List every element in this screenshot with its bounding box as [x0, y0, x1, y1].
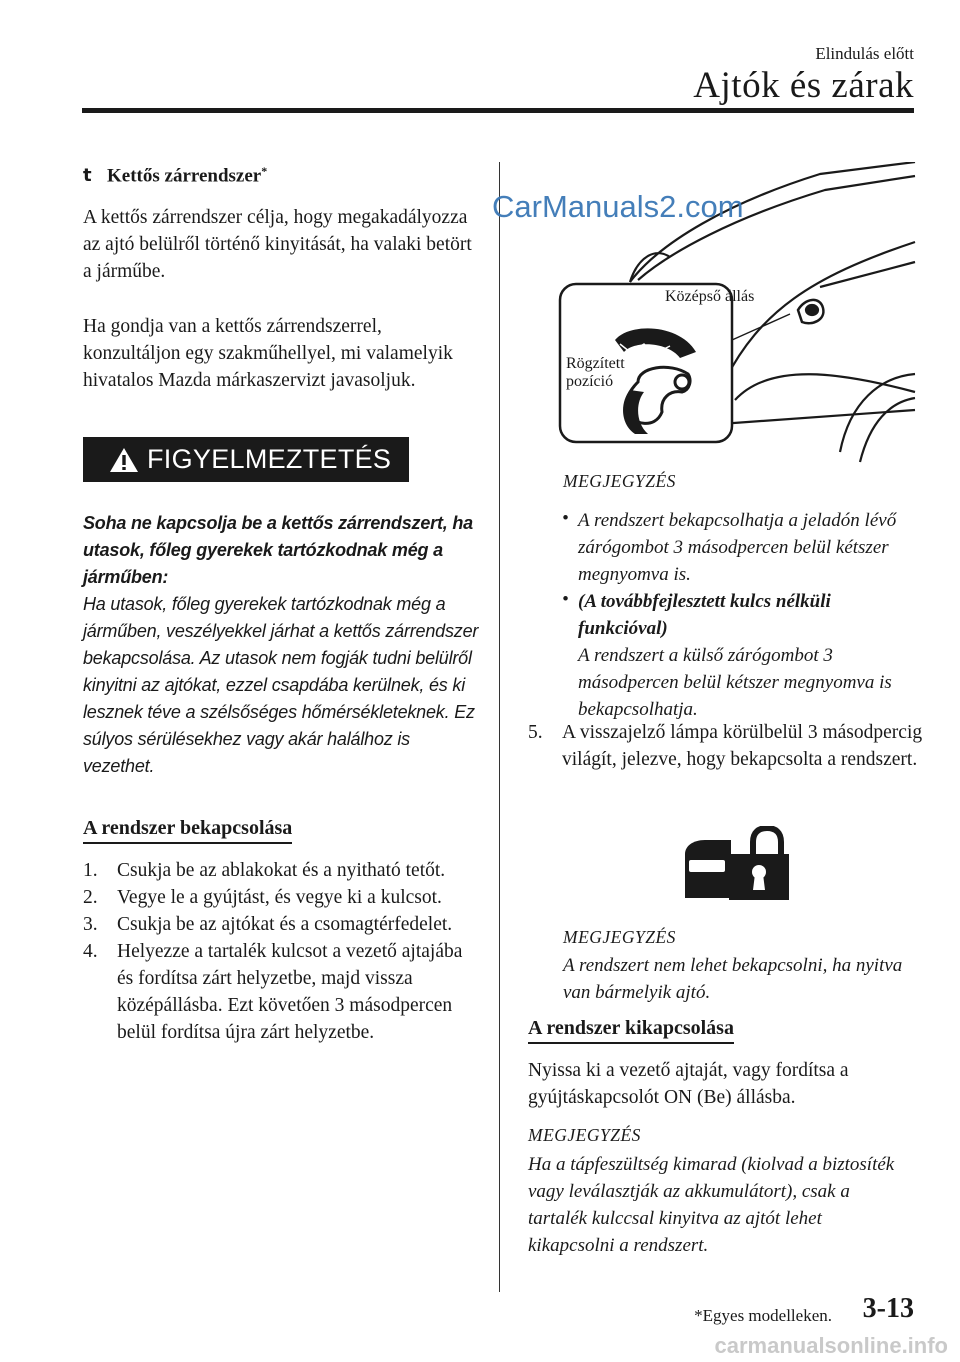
list-item: [83, 911, 479, 938]
page-number: 3-13: [862, 1293, 914, 1324]
step-number: 2.: [83, 887, 98, 908]
bullet-bold: (A továbbfejlesztett kulcs nélküli funkcióval): [578, 591, 831, 639]
warning-banner: [83, 437, 409, 482]
intro-paragraph-2: Ha gondja van a kettős zárrendszerrel, konzultáljon egy szakműhellyel, mi valamelyik hivatalos Mazda márkaszervizt javasoljuk.: [83, 316, 453, 391]
column-divider: [499, 162, 500, 1292]
footer-note: *Egyes modelleken.: [694, 1306, 832, 1325]
bullet-dot: •: [562, 589, 569, 610]
list-item: [560, 507, 918, 588]
section-heading: [83, 164, 479, 187]
step-number: 1.: [83, 860, 98, 881]
header-section: Elindulás előtt: [815, 44, 914, 63]
subheading-on-wrap: [83, 817, 479, 844]
header-rule: [82, 108, 914, 113]
watermark-bottom: carmanualsonline.info: [714, 1333, 948, 1358]
warning-label: FIGYELMEZTETÉS: [147, 444, 392, 474]
step-text: Helyezze a tartalék kulcsot a vezető ajtajába és fordítsa zárt helyzetbe, majd vissza középállásba. Ezt követően 3 másodpercen belül fordítsa újra zárt helyzetbe.: [117, 941, 463, 1043]
step-number: 5.: [528, 722, 543, 743]
list-item: [83, 884, 479, 911]
watermark-top: CarManuals2.com: [492, 189, 744, 224]
note-text: Ha a tápfeszültség kimarad (kiolvad a biztosíték vagy leválasztják az akkumulátort), csak a tartalék kulccsal kinyitva az ajtót lehet kikapcsolni a rendszert.: [528, 1154, 895, 1256]
note-text: A rendszert nem lehet bekapcsolni, ha nyitva van bármelyik ajtó.: [563, 955, 903, 1003]
note-title: MEGJEGYZÉS: [563, 471, 676, 491]
bullet-text: A rendszert bekapcsolhatja a jeladón lévő zárógombot 3 másodpercen belül kétszer megnyomva is.: [578, 510, 897, 585]
section-title-asterisk: *: [261, 164, 268, 178]
warning-body: [83, 510, 479, 780]
intro-paragraph-1: A kettős zárrendszer célja, hogy megakadályozza az ajtó belülről történő kinyitását, ha valaki betört a járműbe.: [83, 207, 472, 282]
disable-paragraph: Nyissa ki a vezető ajtaját, vagy fordítsa a gyújtáskapcsolót ON (Be) állásba.: [528, 1060, 849, 1108]
figure-label-locked: Rögzített pozíció: [566, 355, 625, 390]
warning-text: Ha utasok, főleg gyerekek tartózkodnak még a járműben, veszélyekkel járhat a kettős zárrendszer bekapcsolása. Az utasok nem fogják tudni belülről kinyitni az ajtókat, ezzel csapdába kerülnek, és ki lesznek téve a szélsőséges hőmérsékleteknek. Ez súlyos sérülésekhez vagy akár halálhoz is vezethet.: [83, 594, 479, 776]
step-number: 3.: [83, 914, 98, 935]
step-text: Csukja be az ablakokat és a nyitható tetőt.: [117, 860, 446, 881]
list-item: [83, 938, 479, 1046]
note-title: MEGJEGYZÉS: [528, 1125, 641, 1145]
step-text: Csukja be az ajtókat és a csomagtérfedelet.: [117, 914, 453, 935]
bullet-text: A rendszert a külső zárógombot 3 másodpercen belül kétszer megnyomva is bekapcsolhatja.: [578, 645, 892, 720]
steps-list: [83, 857, 479, 1046]
note-bullets: [560, 507, 918, 723]
list-item: [560, 588, 918, 723]
note-title: MEGJEGYZÉS: [563, 927, 676, 947]
bullet-dot: •: [562, 508, 569, 529]
warning-bold-text: Soha ne kapcsolja be a kettős zárrendszert, ha utasok, főleg gyerekek tartózkodnak még a járműben:: [83, 513, 473, 587]
section-title: Kettős zárrendszer: [107, 165, 262, 187]
list-item: [83, 857, 479, 884]
page-title: Ajtók és zárak: [693, 65, 914, 106]
step-text: Vegye le a gyújtást, és vegye ki a kulcsot.: [117, 887, 442, 908]
figure-label-center: Középső állás: [665, 288, 755, 305]
subheading-off-wrap: [528, 1017, 734, 1044]
step-number: 4.: [83, 941, 98, 962]
subheading-disable: A rendszer kikapcsolása: [528, 1017, 734, 1044]
list-item: [528, 719, 942, 773]
step-text: A visszajelző lámpa körülbelül 3 másodpercig világít, jelezve, hogy bekapcsolta a rendszert.: [562, 722, 923, 770]
section-marker: t: [83, 165, 92, 187]
double-lock-indicator-icon: [683, 826, 791, 902]
subheading-enable: A rendszer bekapcsolása: [83, 817, 292, 844]
warning-triangle-icon: [109, 447, 139, 473]
